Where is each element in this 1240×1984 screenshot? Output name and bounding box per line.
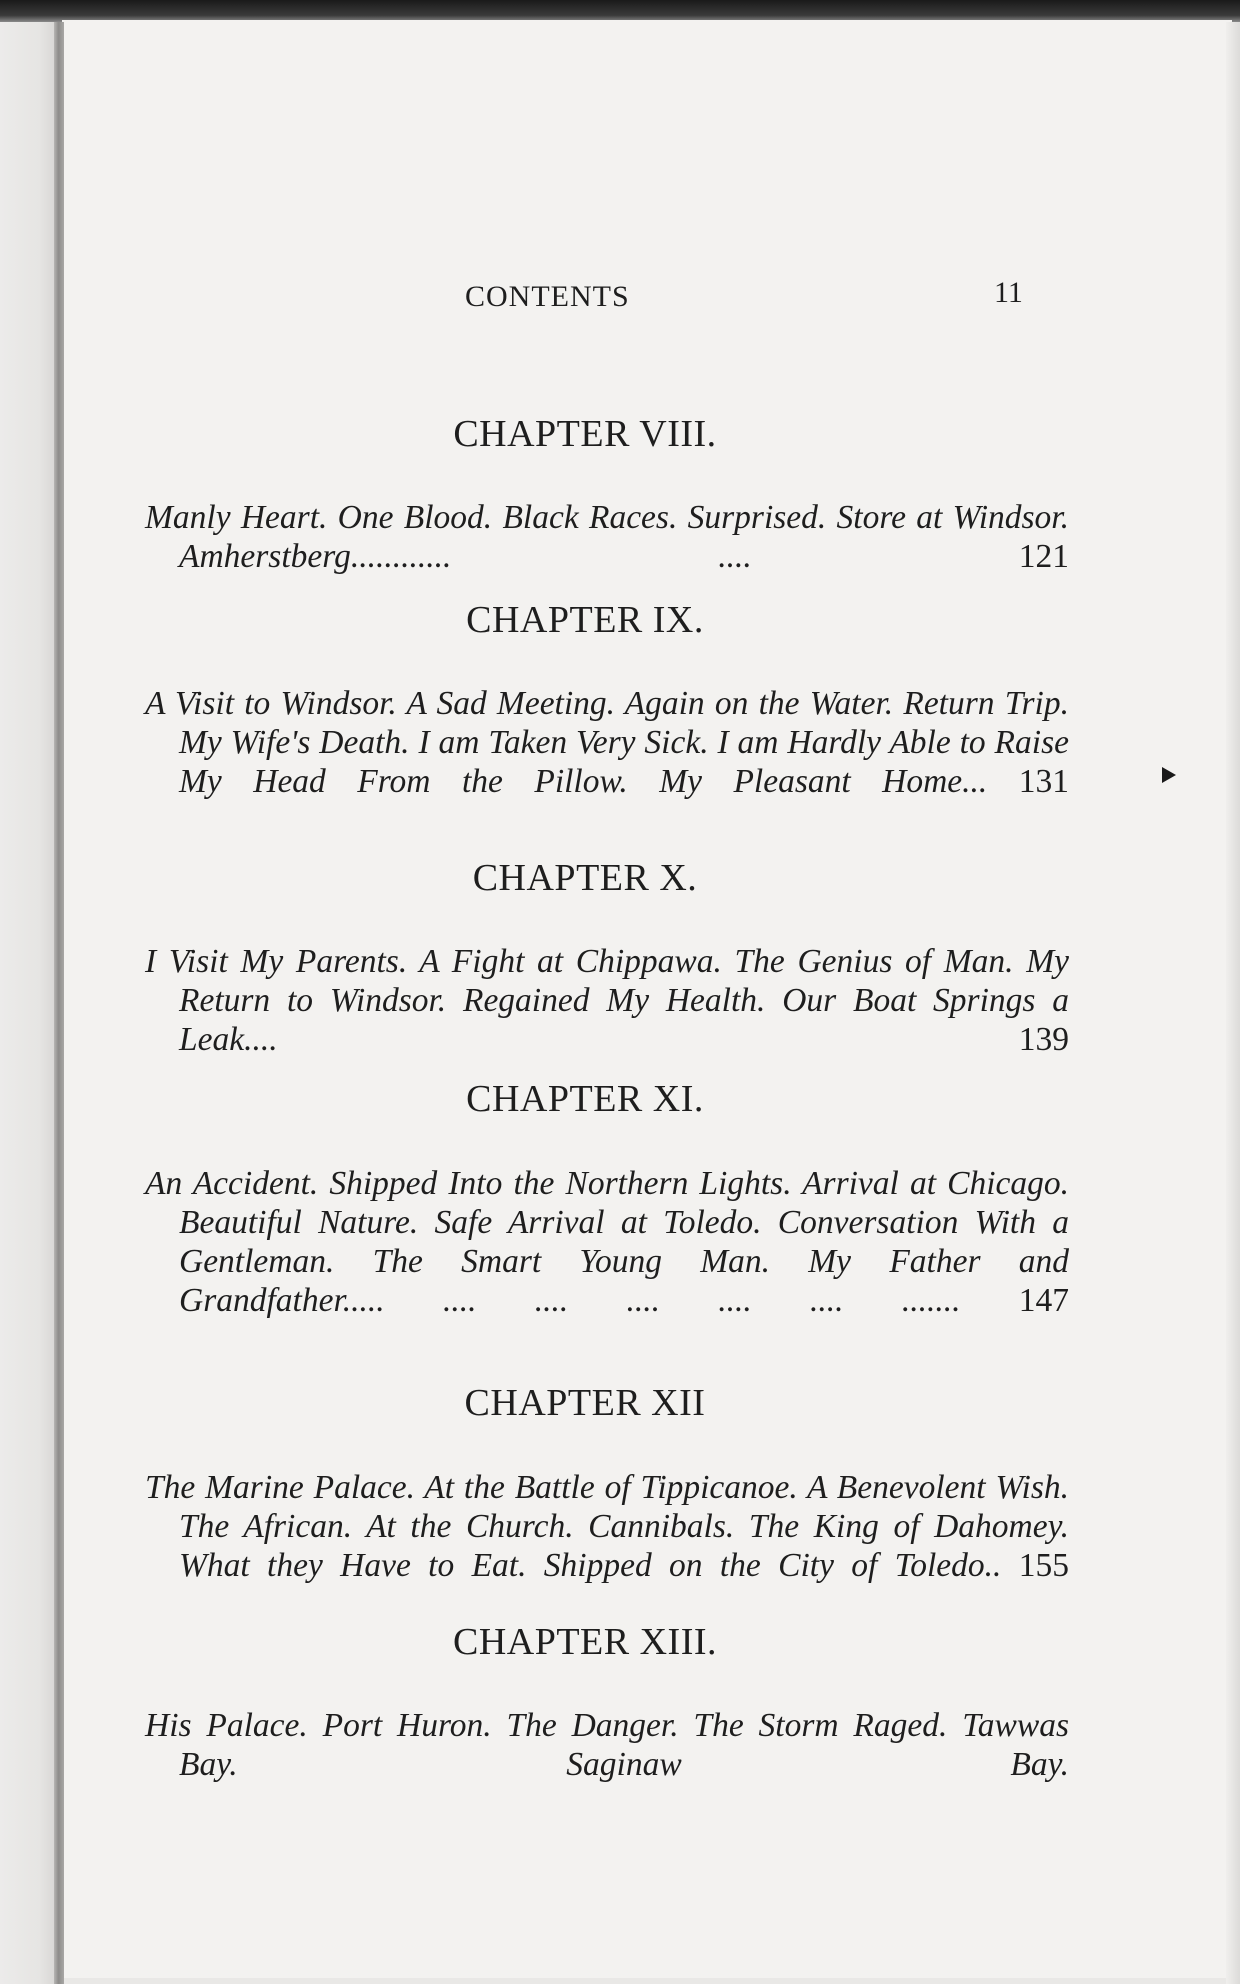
chapter-summary-text: Manly Heart. One Blood. Black Races. Surprised. Store at Windsor. Amherstberg............ .... — [145, 498, 1069, 575]
spine-shadow — [54, 22, 64, 1984]
chapter-summary-text: The Marine Palace. At the Battle of Tippicanoe. A Benevolent Wish. The African. At the Church. Cannibals. The King of Dahomey. What they Have to Eat. Shipped on the City of Toledo.. — [145, 1468, 1069, 1584]
chapter-summary-text: I Visit My Parents. A Fight at Chippawa. The Genius of Man. My Return to Windsor. Regained My Health. Our Boat Springs a Leak.... — [145, 942, 1069, 1058]
chapter-summary-xii — [145, 1468, 1069, 1585]
chapter-summary-text: An Accident. Shipped Into the Northern Lights. Arrival at Chicago. Beautiful Nature. Safe Arrival at Toledo. Conversation With a Gentleman. The Smart Young Man. My Father and Grandfather..... .... .... .... .... .... ....... — [145, 1164, 1069, 1319]
margin-arrow-icon — [1162, 767, 1176, 783]
chapter-page-number: 121 — [1018, 537, 1069, 575]
chapter-page-number: 155 — [1018, 1546, 1070, 1584]
binding-margin — [0, 22, 56, 1984]
chapter-summary-text: A Visit to Windsor. A Sad Meeting. Again on the Water. Return Trip. My Wife's Death. I am Taken Very Sick. I am Hardly Able to Raise My Head From the Pillow. My Pleasant Home... — [145, 684, 1069, 800]
chapter-heading-x: CHAPTER X. — [472, 857, 698, 899]
chapter-page-number: 147 — [1018, 1281, 1069, 1319]
page-number: 11 — [994, 276, 1023, 309]
chapter-heading-ix: CHAPTER IX. — [466, 599, 704, 641]
chapter-summary-ix — [145, 684, 1069, 801]
scan-top-edge — [0, 0, 1240, 22]
chapter-heading-xiii: CHAPTER XIII. — [452, 1621, 718, 1663]
chapter-summary-xi — [145, 1164, 1069, 1320]
page-right-edge — [1226, 22, 1240, 1984]
chapter-heading-viii: CHAPTER VIII. — [453, 413, 717, 455]
chapter-page-number: 131 — [1018, 762, 1070, 800]
chapter-summary-x — [145, 942, 1069, 1059]
chapter-summary-text: His Palace. Port Huron. The Danger. The Storm Raged. Tawwas Bay. Saginaw Bay. — [145, 1706, 1069, 1783]
chapter-summary-xiii — [145, 1706, 1069, 1784]
running-head: CONTENTS — [465, 280, 630, 313]
chapter-heading-xi: CHAPTER XI. — [466, 1078, 704, 1120]
chapter-heading-xii: CHAPTER XII — [464, 1382, 706, 1424]
chapter-page-number: 139 — [1018, 1020, 1069, 1058]
chapter-summary-viii — [145, 498, 1069, 576]
